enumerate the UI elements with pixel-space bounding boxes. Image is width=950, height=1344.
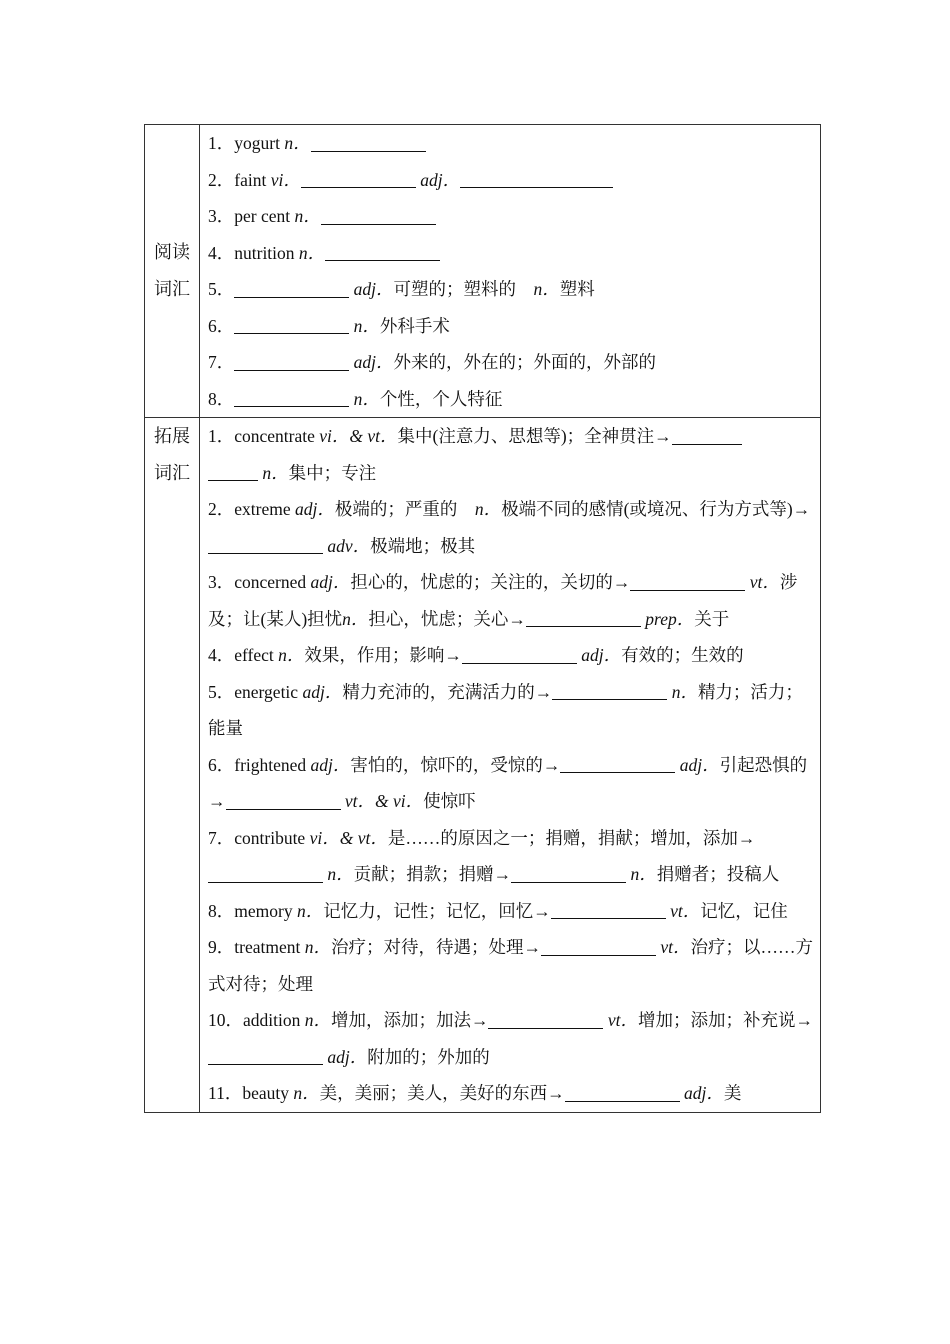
extended-category-cell (145, 418, 200, 1113)
answer-blank[interactable] (511, 863, 626, 882)
category-label: 词汇 (154, 463, 190, 483)
answer-blank[interactable] (460, 169, 613, 188)
answer-blank[interactable] (552, 681, 667, 700)
answer-blank[interactable] (226, 790, 341, 809)
list-item: 1．yogurt n． (208, 125, 814, 162)
list-item: 7．contribute vi．& vt．是……的原因之一；捐赠，捐献；增加，添加→ n．贡献；捐款；捐赠→ n．捐赠者；投稿人 (208, 827, 780, 884)
list-item: 8． n．个性，个人特征 (208, 388, 503, 409)
list-item: 2．faint vi． adj． (208, 162, 814, 199)
answer-blank[interactable] (234, 388, 349, 407)
reading-items-cell (200, 125, 821, 418)
answer-blank[interactable] (560, 754, 675, 773)
answer-blank[interactable] (630, 571, 745, 590)
answer-blank[interactable] (208, 462, 258, 481)
list-item: 4．effect n．效果，作用；影响→ adj．有效的；生效的 (208, 645, 744, 665)
answer-blank[interactable] (565, 1082, 680, 1101)
answer-blank[interactable] (311, 132, 426, 151)
answer-blank[interactable] (672, 425, 742, 444)
answer-blank[interactable] (488, 1009, 603, 1028)
answer-blank[interactable] (462, 644, 577, 663)
list-item: 6．frightened adj．害怕的，惊吓的，受惊的→ adj．引起恐惧的→ vt．& vi．使惊吓 (208, 754, 808, 811)
answer-blank[interactable] (321, 205, 436, 224)
list-item: 9．treatment n．治疗；对待，待遇；处理→ vt．治疗；以……方式对待；处理 (208, 937, 813, 994)
answer-blank[interactable] (526, 608, 641, 627)
answer-blank[interactable] (541, 936, 656, 955)
list-item: 3．concerned adj．担心的，忧虑的；关注的，关切的→ vt．涉及；让(某人)担忧n．担心，忧虑；关心→ prep．关于 (208, 572, 798, 629)
answer-blank[interactable] (234, 351, 349, 370)
category-label: 阅读 (154, 242, 190, 262)
list-item: 7． adj．外来的，外在的；外面的，外部的 (208, 352, 656, 372)
category-label: 词汇 (154, 279, 190, 299)
reading-vocabulary-row (145, 125, 821, 418)
list-item: 10．addition n．增加，添加；加法→ vt．增加；添加；补充说→ adj．附加的；外加的 (208, 1010, 813, 1067)
list-item: 11．beauty n．美，美丽；美人，美好的东西→ adj．美 (208, 1083, 742, 1103)
list-item: 5． adj．可塑的；塑料的 n．塑料 (208, 279, 595, 299)
reading-category-cell (145, 125, 200, 418)
list-item: 2．extreme adj．极端的；严重的 n．极端不同的感情(或境况、行为方式等)→ adv．极端地；极其 (208, 499, 811, 556)
list-item: 8．memory n．记忆力，记性；记忆，回忆→ vt．记忆，记住 (208, 900, 788, 921)
answer-blank[interactable] (301, 169, 416, 188)
category-label: 拓展 (154, 426, 190, 446)
list-item: 3．per cent n． (208, 198, 814, 235)
answer-blank[interactable] (208, 535, 323, 554)
answer-blank[interactable] (208, 863, 323, 882)
list-item: 6． n．外科手术 (208, 315, 450, 336)
list-item: 1．concentrate vi．& vt．集中(注意力、思想等)；全神贯注→ n．集中；专注 (208, 418, 814, 491)
vocabulary-table (144, 124, 821, 1113)
answer-blank[interactable] (551, 900, 666, 919)
answer-blank[interactable] (234, 278, 349, 297)
extended-vocabulary-row (145, 418, 821, 1113)
answer-blank[interactable] (208, 1046, 323, 1065)
answer-blank[interactable] (234, 315, 349, 334)
list-item: 5．energetic adj．精力充沛的，充满活力的→ n．精力；活力；能量 (208, 681, 803, 738)
extended-items-cell (200, 418, 821, 1113)
list-item: 4．nutrition n． (208, 235, 814, 272)
answer-blank[interactable] (325, 242, 440, 261)
